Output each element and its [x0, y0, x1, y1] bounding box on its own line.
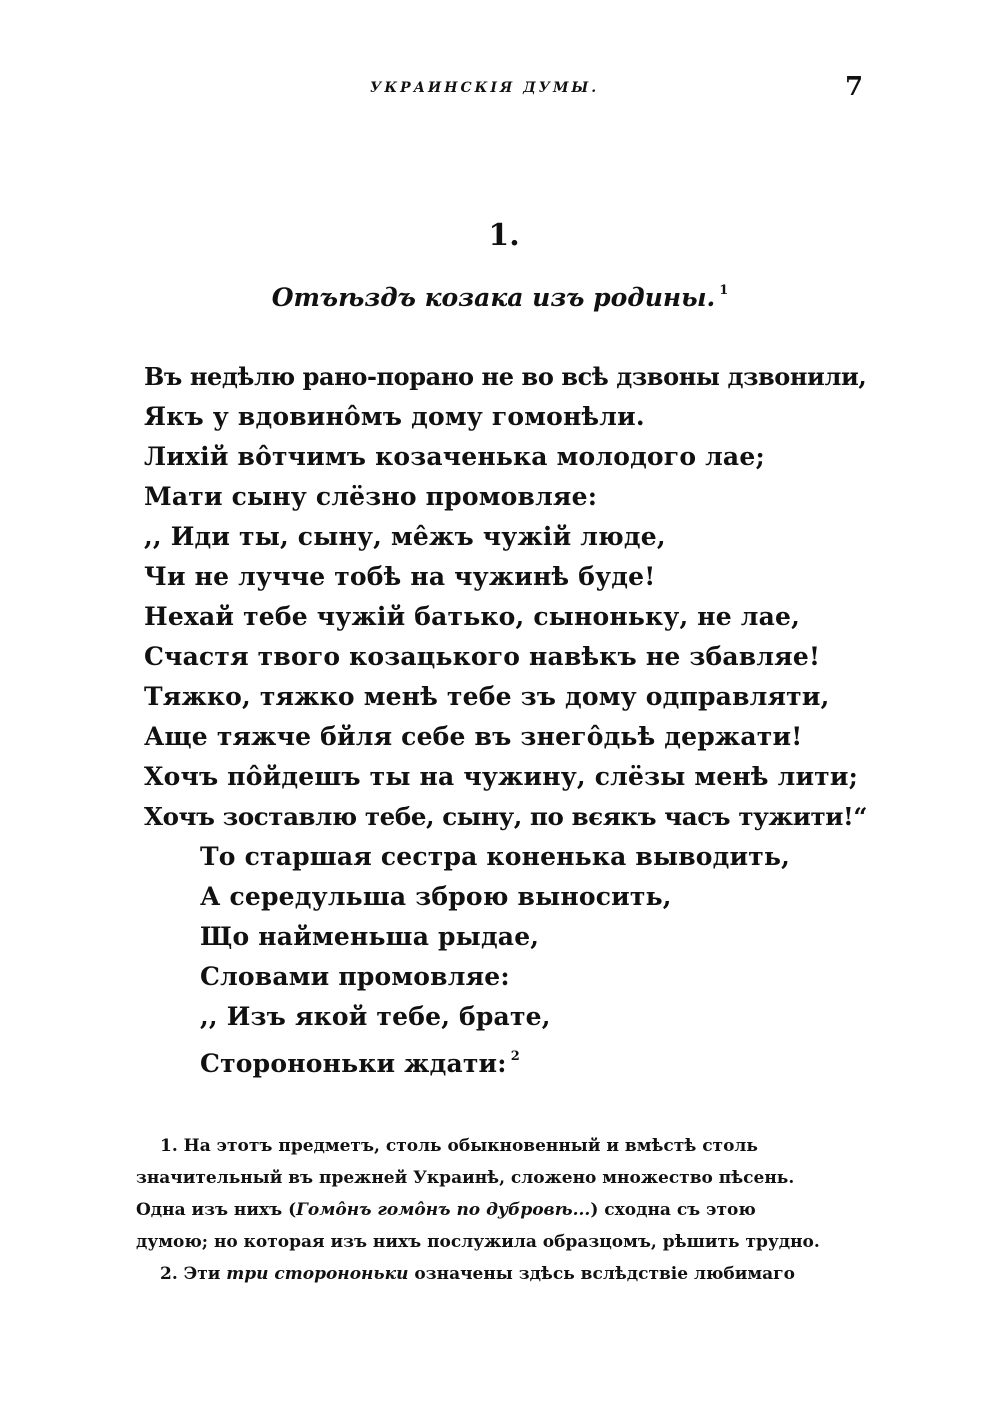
footnote-ref-2: 2: [510, 1049, 520, 1064]
verse-line: Аще тяжче бйля себе въ знегôдьѣ держати!: [144, 722, 803, 751]
section-number: 1.: [488, 218, 520, 253]
verse-line-indented: Що найменьша рыдае,: [200, 922, 540, 951]
footnote-1-line: значительный въ прежней Украинѣ, сложено множество пѣсень.: [136, 1168, 795, 1188]
verse-line: Мати сыну слёзно промовляе:: [144, 482, 598, 511]
verse-line: Хочъ зоставлю тебе, сыну, по вєякъ часъ тужити!“: [144, 802, 868, 831]
footnote-ref-1: 1: [719, 283, 729, 298]
verse-line: Хочъ пôйдешъ ты на чужину, слёзы менѣ лити;: [144, 762, 859, 791]
footnote-2-line: [136, 1258, 854, 1290]
footnote-italic-phrase: три сторононьки: [226, 1264, 409, 1284]
verse-line: Въ недѣлю рано-порано не во всѣ дзвоны дзвонили,: [144, 362, 867, 391]
footnote-1-line: думою; но которая изъ нихъ послужила образцомъ, рѣшить трудно.: [136, 1232, 820, 1252]
verse-line-indented: ,, Изъ якой тебе, брате,: [200, 1002, 551, 1031]
footnote-text: Одна изъ нихъ (: [136, 1200, 297, 1220]
verse-line: Чи не лучче тобѣ на чужинѣ буде!: [144, 562, 656, 591]
footnote-text: означены здѣсь вслѣдствіе любимаго: [408, 1264, 795, 1284]
verse-line-indented: Словами промовляе:: [200, 962, 510, 991]
footnote-1-line: 1. На этотъ предметъ, столь обыкновенный и вмѣстѣ столь: [160, 1136, 758, 1156]
poem-title: [0, 283, 1000, 312]
verse-line-indented: [144, 1037, 874, 1077]
footnote-text: ) сходна съ этою: [590, 1200, 756, 1220]
footnote-1-line: [136, 1194, 854, 1226]
poem-title-text: Отъѣздъ козака изъ родины.: [271, 283, 716, 312]
footnote-italic-title: Гомôнъ гомôнъ по дубровѣ...: [296, 1200, 591, 1220]
footnote-text: 2. Эти: [160, 1264, 227, 1284]
verse-line-indented: То старшая сестра коненька выводить,: [200, 842, 791, 871]
verse-line-indented: А середульша зброю выносить,: [200, 882, 672, 911]
page-number: 7: [845, 72, 864, 102]
verse-line: ,, Иди ты, сыну, мêжъ чужій люде,: [144, 522, 666, 551]
verse-line: Якъ у вдовинôмъ дому гомонѣли.: [144, 402, 645, 431]
verse-line: Лихій вôтчимъ козаченька молодого лае;: [144, 442, 765, 471]
verse-line: Нехай тебе чужій батько, сыноньку, не лае,: [144, 602, 801, 631]
running-title: УКРАИНСКІЯ ДУМЫ.: [370, 80, 600, 96]
poem-verses: [144, 357, 874, 1077]
footnotes: [136, 1130, 854, 1290]
running-head: [0, 72, 1000, 102]
verse-line: Счастя твого козацького навѣкъ не збавляе!: [144, 642, 821, 671]
verse-line-text: Сторононьки ждати:: [200, 1049, 507, 1078]
verse-line: Тяжко, тяжко менѣ тебе зъ дому одправляти,: [144, 682, 830, 711]
